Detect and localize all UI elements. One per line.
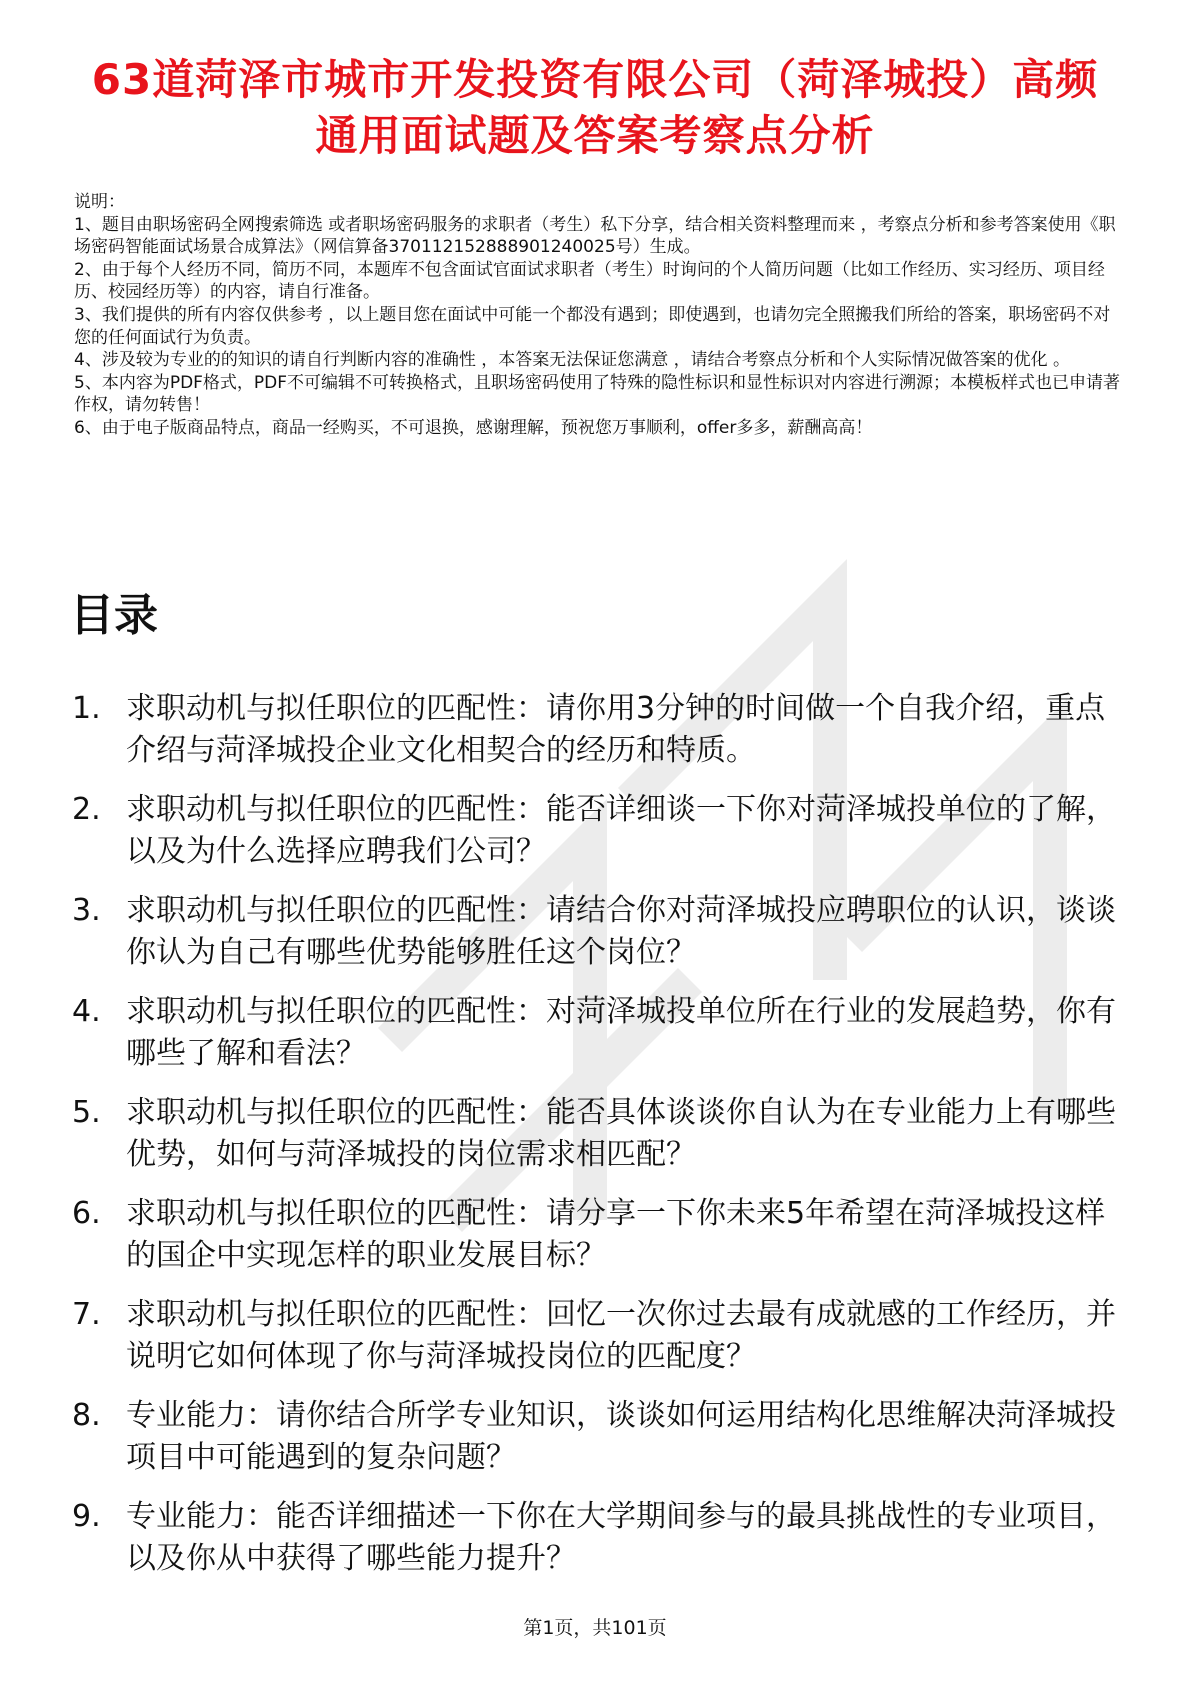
toc-item-number: 4. (72, 994, 101, 1029)
toc-item-text: 求职动机与拟任职位的匹配性：回忆一次你过去最有成就感的工作经历，并说明它如何体现了你与菏泽城投岗位的匹配度？ (126, 1297, 1116, 1374)
toc-item[interactable] (72, 1294, 1132, 1378)
toc-item-number: 1. (72, 691, 101, 726)
toc-item-text: 求职动机与拟任职位的匹配性：请你用3分钟的时间做一个自我介绍，重点介绍与菏泽城投企业文化相契合的经历和特质。 (126, 691, 1106, 768)
toc-item[interactable] (72, 688, 1132, 772)
note-item: 2、由于每个人经历不同，简历不同，本题库不包含面试官面试求职者（考生）时询问的个人简历问题（比如工作经历、实习经历、项目经历、校园经历等）的内容，请自行准备。 (74, 259, 1105, 303)
toc-item-text: 专业能力：能否详细描述一下你在大学期间参与的最具挑战性的专业项目，以及你从中获得了哪些能力提升？ (126, 1499, 1116, 1576)
toc-item-number: 8. (72, 1398, 101, 1433)
page-footer: 第1页，共101页 (523, 1617, 667, 1639)
note-item: 3、我们提供的所有内容仅供参考 ，以上题目您在面试中可能一个都没有遇到；即使遇到，也请勿完全照搬我们所给的答案，职场密码不对您的任何面试行为负责。 (74, 304, 1111, 348)
note-item: 1、题目由职场密码全网搜索筛选 或者职场密码服务的求职者（考生）私下分享，结合相关资料整理而来 ，考察点分析和参考答案使用《职场密码智能面试场景合成算法》（网信算备370112152888901240025号）生成。 (74, 214, 1116, 258)
toc-list (72, 688, 1132, 1597)
document-title: 63道菏泽市城市开发投资有限公司（菏泽城投）高频通用面试题及答案考察点分析 (91, 55, 1099, 160)
toc-item-text: 求职动机与拟任职位的匹配性：对菏泽城投单位所在行业的发展趋势，你有哪些了解和看法？ (126, 994, 1116, 1071)
toc-item-number: 3. (72, 893, 101, 928)
toc-item-text: 求职动机与拟任职位的匹配性：请结合你对菏泽城投应聘职位的认识，谈谈你认为自己有哪些优势能够胜任这个岗位？ (126, 893, 1116, 970)
toc-item-text: 专业能力：请你结合所学专业知识，谈谈如何运用结构化思维解决菏泽城投项目中可能遇到的复杂问题？ (126, 1398, 1116, 1475)
note-item: 4、涉及较为专业的的知识的请自行判断内容的准确性 ，本答案无法保证您满意 ，请结合考察点分析和个人实际情况做答案的优化 。 (74, 350, 1071, 371)
toc-item-text: 求职动机与拟任职位的匹配性：请分享一下你未来5年希望在菏泽城投这样的国企中实现怎样的职业发展目标？ (126, 1196, 1106, 1273)
toc-item[interactable] (72, 890, 1132, 974)
toc-item-number: 9. (72, 1499, 101, 1534)
toc-item-text: 求职动机与拟任职位的匹配性：能否详细谈一下你对菏泽城投单位的了解，以及为什么选择应聘我们公司？ (126, 792, 1116, 869)
toc-item[interactable] (72, 1193, 1132, 1277)
toc-item[interactable] (72, 1496, 1132, 1580)
toc-item[interactable] (72, 1395, 1132, 1479)
disclaimer-notes (74, 191, 1124, 440)
toc-item[interactable] (72, 789, 1132, 873)
toc-item[interactable] (72, 991, 1132, 1075)
toc-item-number: 6. (72, 1196, 101, 1231)
notes-heading: 说明： (74, 192, 125, 212)
toc-item-number: 5. (72, 1095, 101, 1130)
toc-item[interactable] (72, 1092, 1132, 1176)
note-item: 5、本内容为PDF格式，PDF不可编辑不可转换格式，且职场密码使用了特殊的隐性标识和显性标识对内容进行溯源；本模板样式也已申请著作权，请勿转售！ (74, 372, 1121, 416)
toc-item-number: 2. (72, 792, 101, 827)
toc-item-number: 7. (72, 1297, 101, 1332)
toc-heading: 目录 (70, 590, 158, 641)
note-item: 6、由于电子版商品特点，商品一经购买，不可退换，感谢理解，预祝您万事顺利，offer多多，薪酬高高！ (74, 417, 873, 438)
toc-item-text: 求职动机与拟任职位的匹配性：能否具体谈谈你自认为在专业能力上有哪些优势，如何与菏泽城投的岗位需求相匹配？ (126, 1095, 1116, 1172)
